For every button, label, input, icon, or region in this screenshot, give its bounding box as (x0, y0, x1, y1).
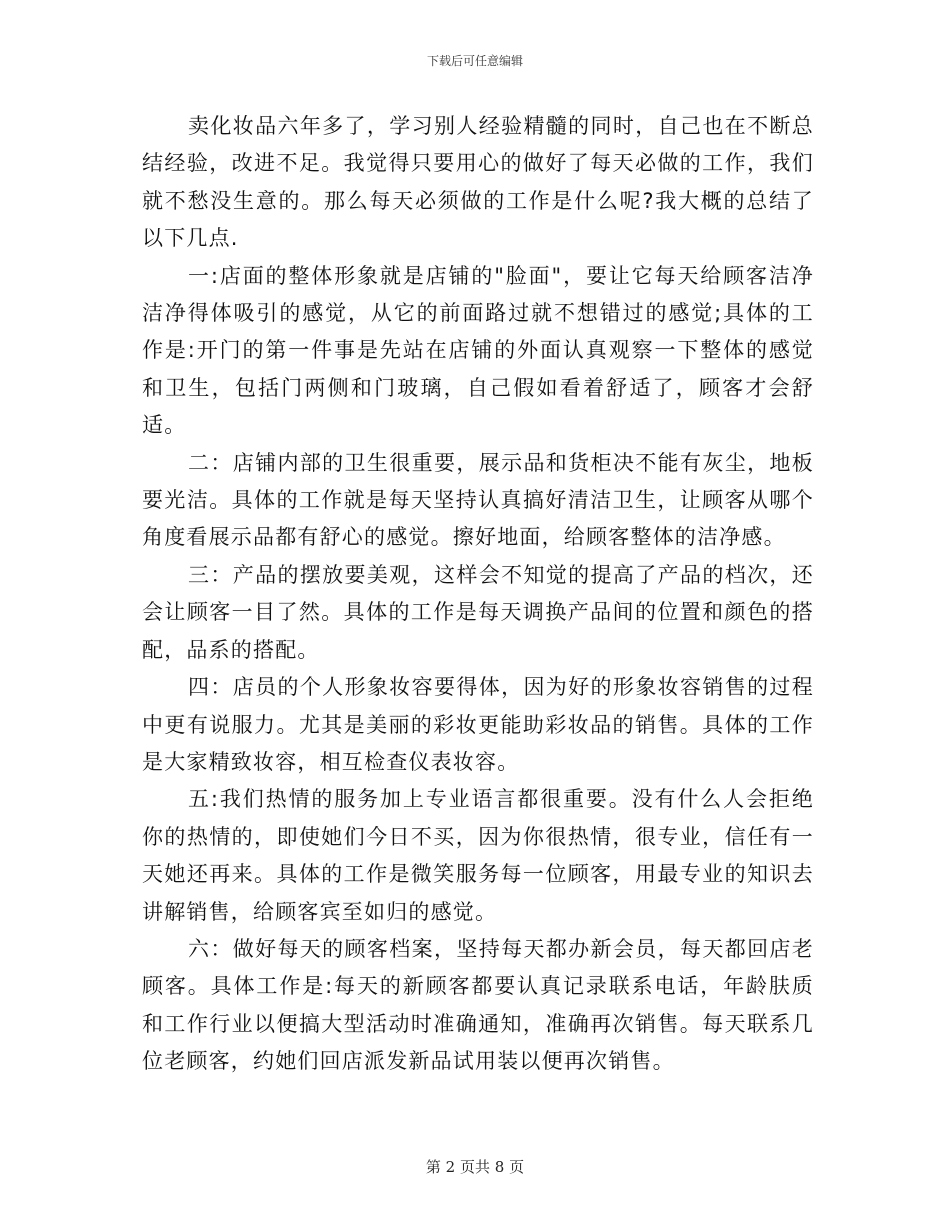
paragraph-point-4: 四：店员的个人形象妆容要得体，因为好的形象妆容销售的过程中更有说服力。尤其是美丽的彩妆更能助彩妆品的销售。具体的工作是大家精致妆容，相互检查仪表妆容。 (142, 675, 814, 774)
page-number: 第 2 页共 8 页 (425, 1158, 525, 1176)
paragraph-intro: 卖化妆品六年多了，学习别人经验精髓的同时，自己也在不断总结经验，改进不足。我觉得只要用心的做好了每天必做的工作，我们就不愁没生意的。那么每天必须做的工作是什么呢?我大概的总结了以下几点. (142, 114, 814, 251)
paragraph-point-1: 一:店面的整体形象就是店铺的"脸面"，要让它每天给顾客洁净洁净得体吸引的感觉，从它的前面路过就不想错过的感觉;具体的工作是:开门的第一件事是先站在店铺的外面认真观察一下整体的感觉和卫生，包括门两侧和门玻璃，自己假如看着舒适了，顾客才会舒适。 (142, 263, 814, 438)
paragraph-point-6: 六：做好每天的顾客档案，坚持每天都办新会员，每天都回店老顾客。具体工作是:每天的新顾客都要认真记录联系电话，年龄肤质和工作行业以便搞大型活动时准确通知，准确再次销售。每天联系几位老顾客，约她们回店派发新品试用装以便再次销售。 (142, 936, 814, 1074)
paragraph-point-2: 二：店铺内部的卫生很重要，展示品和货柜决不能有灰尘，地板要光洁。具体的工作就是每天坚持认真搞好清洁卫生，让顾客从哪个角度看展示品都有舒心的感觉。擦好地面，给顾客整体的洁净感。 (142, 450, 814, 550)
document-body (142, 108, 814, 1081)
paragraph-point-5: 五:我们热情的服务加上专业语言都很重要。没有什么人会拒绝你的热情的，即使她们今日不买，因为你很热情，很专业，信任有一天她还再来。具体的工作是微笑服务每一位顾客，用最专业的知识去讲解销售，给顾客宾至如归的感觉。 (142, 787, 814, 924)
paragraph-point-3: 三：产品的摆放要美观，这样会不知觉的提高了产品的档次，还会让顾客一目了然。具体的工作是每天调换产品间的位置和颜色的搭配，品系的搭配。 (142, 562, 814, 662)
page-header: 下载后可任意编辑 (426, 54, 523, 68)
